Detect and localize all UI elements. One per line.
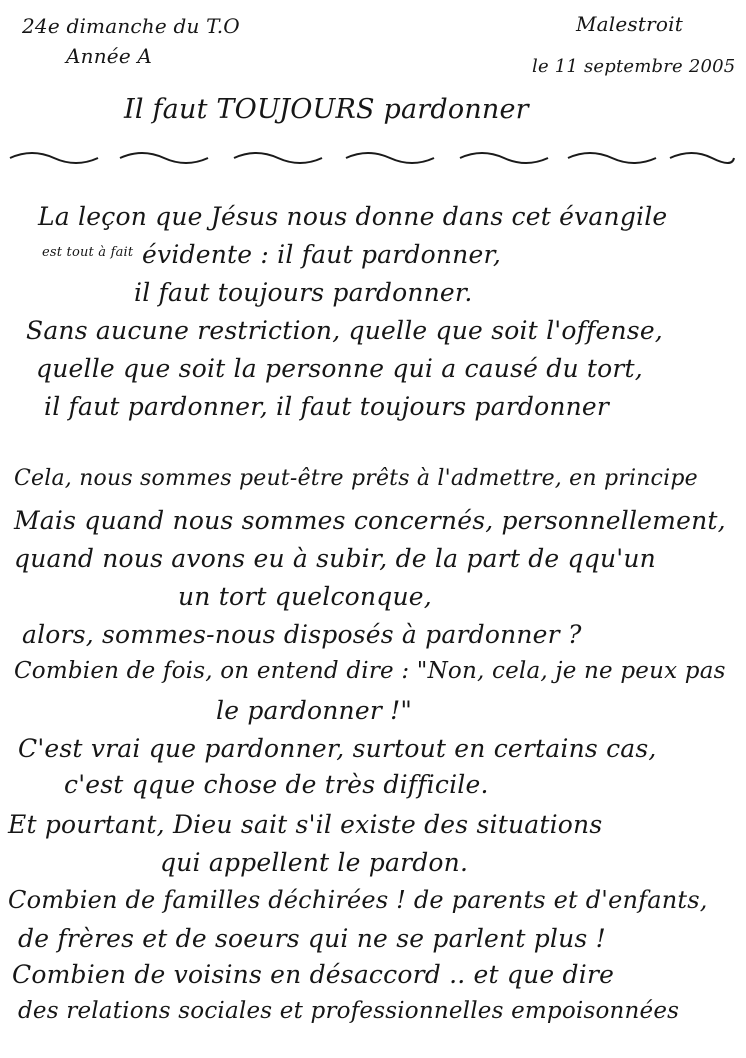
p2-line-3: quand nous avons eu à subir, de la part de qqu'un (14, 544, 656, 573)
p2-line-10: Et pourtant, Dieu sait s'il existe des situations (8, 810, 603, 839)
p2-line-9: c'est qque chose de très difficile. (64, 770, 489, 799)
p2-line-5: alors, sommes-nous disposés à pardonner ? (22, 620, 582, 649)
p2-line-2: Mais quand nous sommes concernés, personnellement, (14, 506, 726, 535)
p2-line-4: un tort quelconque, (178, 582, 432, 611)
date: le 11 septembre 2005 (532, 56, 736, 77)
p2-line-14: Combien de voisins en désaccord .. et que dire (12, 960, 615, 989)
place: Malestroit (576, 12, 683, 36)
p1-line-5: quelle que soit la personne qui a causé du tort, (36, 354, 643, 383)
p2-line-1: Cela, nous sommes peut-être prêts à l'admettre, en principe (14, 466, 698, 491)
liturgy-year: Année A (66, 44, 153, 68)
p2-line-11: qui appellent le pardon. (160, 848, 469, 877)
liturgy-sunday: 24e dimanche du T.O (22, 14, 240, 38)
p2-line-13: de frères et de soeurs qui ne se parlent plus ! (18, 924, 606, 953)
p1-line-2: évidente : il faut pardonner, (142, 240, 502, 269)
p2-line-12: Combien de familles déchirées ! de parents et d'enfants, (8, 886, 708, 914)
p1-line-2-insert: est tout à fait (42, 245, 134, 260)
p1-line-3: il faut toujours pardonner. (134, 278, 473, 307)
page-title: Il faut TOUJOURS pardonner (124, 94, 529, 125)
p1-line-4: Sans aucune restriction, quelle que soit l'offense, (26, 316, 663, 345)
p1-line-6: il faut pardonner, il faut toujours pardonner (44, 392, 610, 421)
wavy-divider (8, 144, 738, 168)
p2-line-6: Combien de fois, on entend dire : "Non, cela, je ne peux pas (14, 658, 726, 684)
p2-line-7: le pardonner !" (216, 696, 413, 725)
p1-line-1: La leçon que Jésus nous donne dans cet évangile (38, 202, 668, 231)
p2-line-15: des relations sociales et professionnelles empoisonnées (18, 998, 680, 1024)
p2-line-8: C'est vrai que pardonner, surtout en certains cas, (18, 734, 657, 763)
